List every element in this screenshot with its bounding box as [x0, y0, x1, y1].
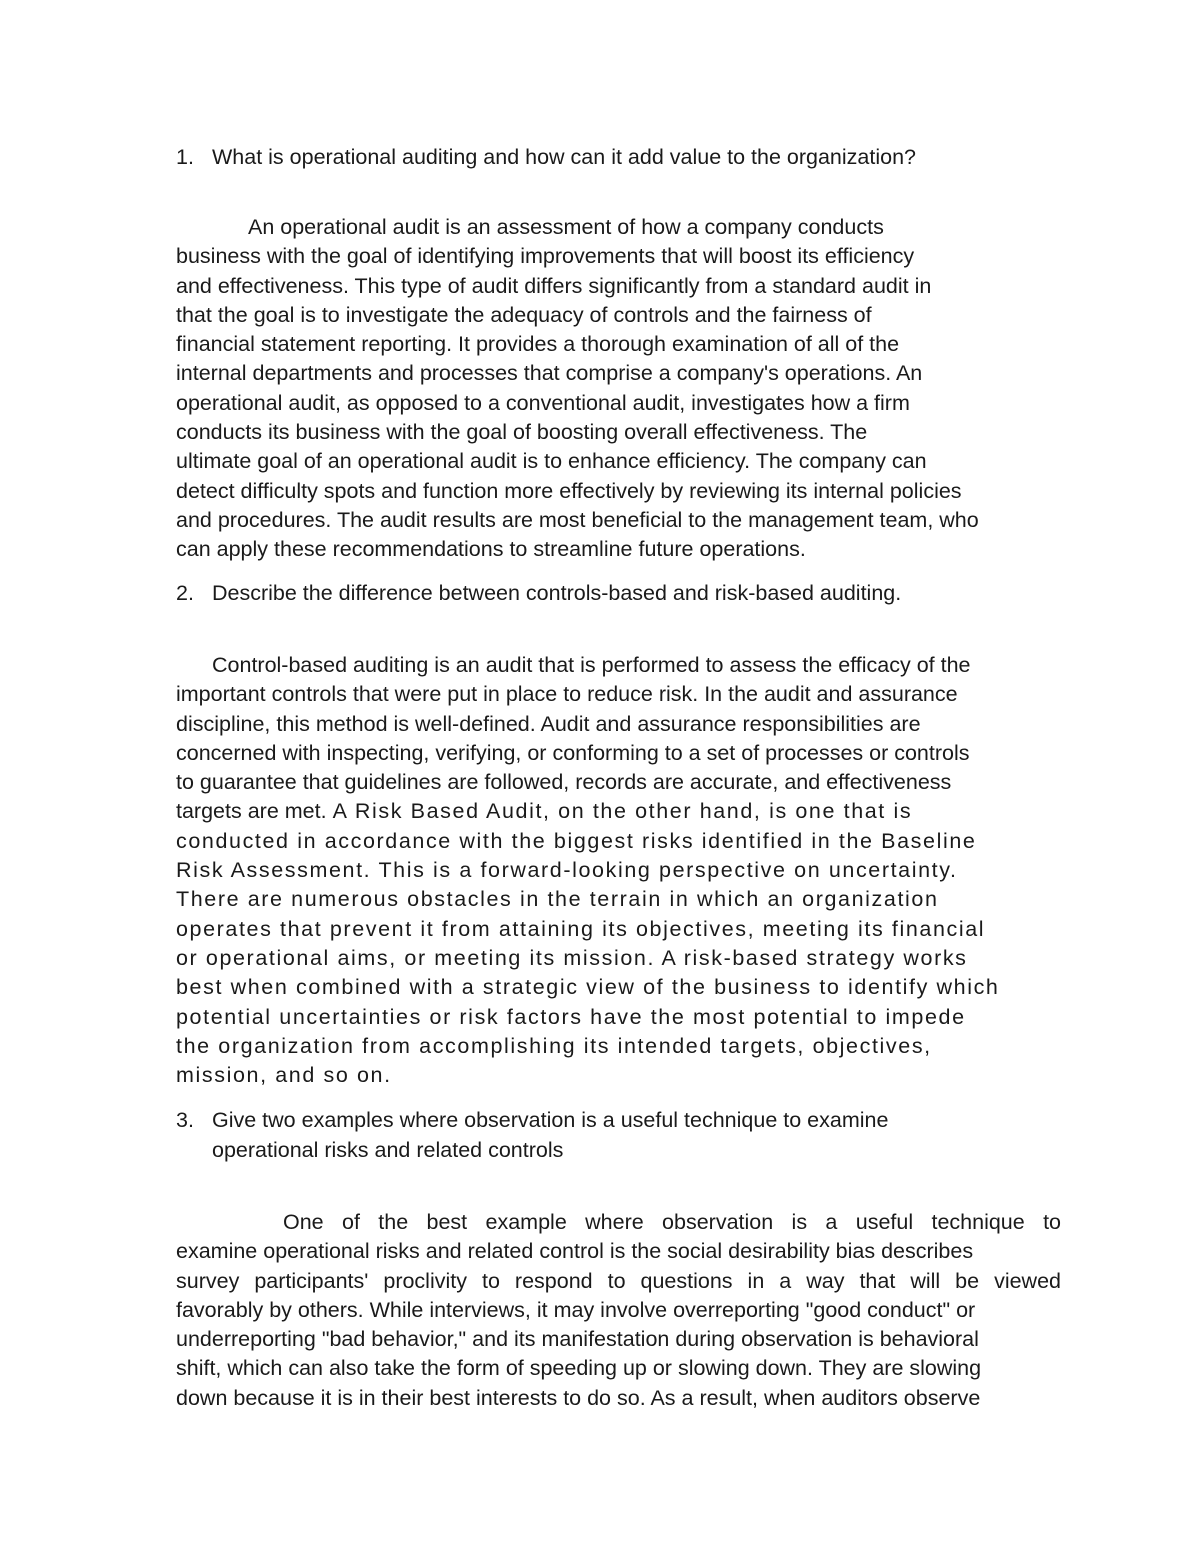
answer-1: [176, 213, 1061, 565]
answer-line: Risk Assessment. This is a forward-looking perspective on uncertainty.: [176, 858, 958, 883]
answer-line: discipline, this method is well-defined. Audit and assurance responsibilities are: [176, 711, 921, 736]
answer-line: underreporting "bad behavior," and its manifestation during observation is behavioral: [176, 1327, 979, 1352]
question-line: operational risks and related controls: [212, 1137, 564, 1162]
answer-line: important controls that were put in place to reduce risk. In the audit and assurance: [176, 682, 958, 707]
answer-line: operates that prevent it from attaining its objectives, meeting its financial: [176, 916, 986, 941]
answer-2: [176, 651, 1061, 1090]
question-line: Describe the difference between controls-based and risk-based auditing.: [212, 581, 902, 605]
question-text: [212, 143, 1052, 173]
question-number: 3.: [176, 1108, 194, 1132]
answer-3: [176, 1208, 1061, 1413]
answer-fragment: A Risk Based Audit, on the other hand, is one that is: [332, 799, 913, 824]
answer-line: and procedures. The audit results are most beneficial to the management team, who: [176, 507, 979, 532]
answer-line: business with the goal of identifying improvements that will boost its efficiency: [176, 244, 915, 269]
answer-line: potential uncertainties or risk factors have the most potential to impede: [176, 1004, 966, 1029]
question-line: Give two examples where observation is a useful technique to examine: [212, 1108, 889, 1132]
answer-line: survey participants' proclivity to respond to questions in a way that will be viewed: [176, 1268, 1061, 1293]
answer-line: and effectiveness. This type of audit differs significantly from a standard audit in: [176, 273, 932, 298]
answer-line: can apply these recommendations to streamline future operations.: [176, 537, 806, 562]
answer-line: conducted in accordance with the biggest risks identified in the Baseline: [176, 828, 977, 853]
question-1: [176, 143, 1076, 173]
answer-line: internal departments and processes that comprise a company's operations. An: [176, 361, 923, 386]
answer-line: Control-based auditing is an audit that is performed to assess the efficacy of the: [212, 653, 971, 677]
question-number: 1.: [176, 145, 194, 169]
answer-line: that the goal is to investigate the adequacy of controls and the fairness of: [176, 302, 872, 327]
answer-line: detect difficulty spots and function more effectively by reviewing its internal policies: [176, 478, 962, 503]
answer-line: or operational aims, or meeting its mission. A risk-based strategy works: [176, 945, 968, 970]
answer-line: examine operational risks and related control is the social desirability bias describes: [176, 1239, 974, 1264]
answer-line: to guarantee that guidelines are followed, records are accurate, and effectiveness: [176, 770, 952, 795]
answer-line: financial statement reporting. It provides a thorough examination of all of the: [176, 332, 900, 357]
answer-line: best when combined with a strategic view of the business to identify which: [176, 975, 1000, 1000]
question-text: [212, 1106, 1052, 1165]
answer-line: One of the best example where observation is a useful technique to: [283, 1210, 1061, 1234]
answer-line: shift, which can also take the form of speeding up or slowing down. They are slowing: [176, 1356, 982, 1381]
answer-line: There are numerous obstacles in the terrain in which an organization: [176, 887, 939, 912]
answer-line: concerned with inspecting, verifying, or conforming to a set of processes or controls: [176, 740, 970, 765]
answer-line: the organization from accomplishing its intended targets, objectives,: [176, 1033, 932, 1058]
question-text: [212, 579, 1052, 609]
question-3: [176, 1106, 1076, 1162]
question-2: [176, 579, 1076, 609]
answer-line: conducts its business with the goal of boosting overall effectiveness. The: [176, 420, 868, 445]
answer-line: An operational audit is an assessment of how a company conducts: [248, 215, 884, 239]
answer-fragment: targets are met.: [176, 799, 327, 824]
answer-line: favorably by others. While interviews, it may involve overreporting "good conduct" or: [176, 1297, 976, 1322]
answer-line: ultimate goal of an operational audit is to enhance efficiency. The company can: [176, 449, 927, 474]
answer-line: down because it is in their best interests to do so. As a result, when auditors observe: [176, 1385, 981, 1410]
question-line: What is operational auditing and how can it add value to the organization?: [212, 145, 916, 169]
answer-line: operational audit, as opposed to a conventional audit, investigates how a firm: [176, 390, 910, 415]
answer-line: [176, 797, 1061, 826]
question-number: 2.: [176, 581, 194, 605]
answer-line: mission, and so on.: [176, 1063, 392, 1088]
